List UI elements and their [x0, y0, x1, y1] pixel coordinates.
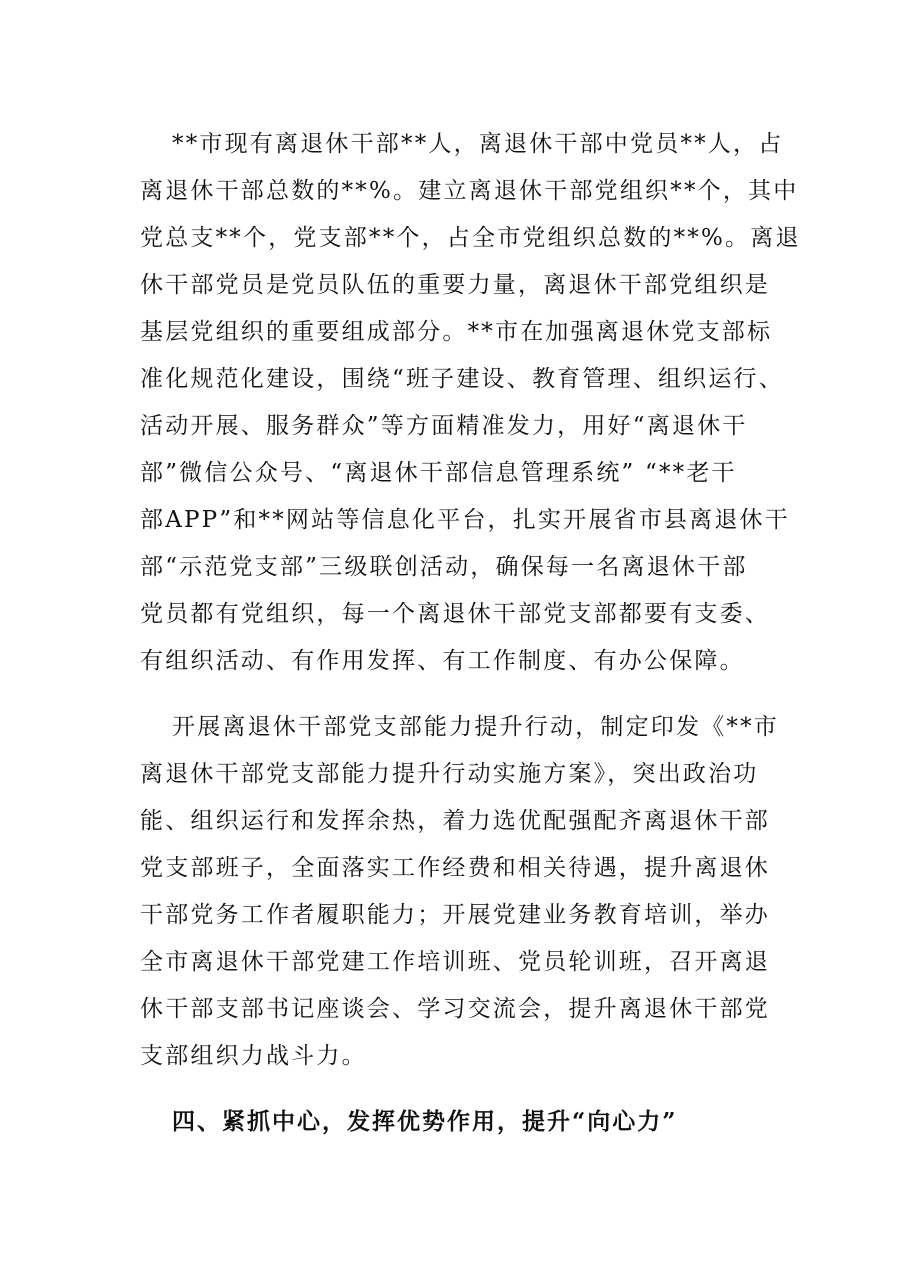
- paragraph-line: 部“示范党支部”三级联创活动，确保每一名离退休干部: [140, 554, 748, 580]
- paragraph-line: 能、组织运行和发挥余热，着力选优配强配齐离退休干部: [140, 808, 770, 834]
- paragraph-line: 部APP”和**网站等信息化平台，扎实开展省市县离退休干: [140, 507, 790, 533]
- paragraph-line: 离退休干部党支部能力提升行动实施方案》，突出政治功: [140, 761, 759, 787]
- paragraph-line: 部”微信公众号、“离退休干部信息管理系统” “**老干: [140, 460, 737, 486]
- paragraph-line: 休干部党员是党员队伍的重要力量，离退休干部党组织是: [140, 272, 770, 298]
- paragraph-line: 休干部支部书记座谈会、学习交流会，提升离退休干部党: [140, 996, 770, 1022]
- paragraph-line: 支部组织力战斗力。: [140, 1043, 367, 1069]
- paragraph-line: 有组织活动、有作用发挥、有工作制度、有办公保障。: [140, 648, 745, 674]
- paragraph-line: 党员都有党组织，每一个离退休干部党支部都要有支委、: [140, 601, 770, 627]
- paragraph-line: 准化规范化建设，围绕“班子建设、教育管理、组织运行、: [140, 366, 784, 392]
- paragraph-line: 党总支**个，党支部**个，占全市党组织总数的**%。离退: [140, 225, 801, 251]
- paragraph-line: 全市离退休干部党建工作培训班、党员轮训班，召开离退: [140, 949, 770, 975]
- paragraph-line: 干部党务工作者履职能力；开展党建业务教育培训，举办: [140, 902, 770, 928]
- paragraph-line: **市现有离退休干部**人，离退休干部中党员**人，占: [172, 131, 784, 157]
- paragraph-line: 基层党组织的重要组成部分。**市在加强离退休党支部标: [140, 319, 773, 345]
- section-heading: 四、紧抓中心，发挥优势作用，提升“向心力”: [172, 1108, 678, 1135]
- paragraph-line: 离退休干部总数的**%。建立离退休干部党组织**个，其中: [140, 178, 799, 204]
- paragraph-line: 活动开展、服务群众”等方面精准发力，用好“离退休干: [140, 413, 748, 439]
- paragraph-line: 开展离退休干部党支部能力提升行动，制定印发《**市: [172, 714, 779, 740]
- paragraph-line: 党支部班子，全面落实工作经费和相关待遇，提升离退休: [140, 855, 770, 881]
